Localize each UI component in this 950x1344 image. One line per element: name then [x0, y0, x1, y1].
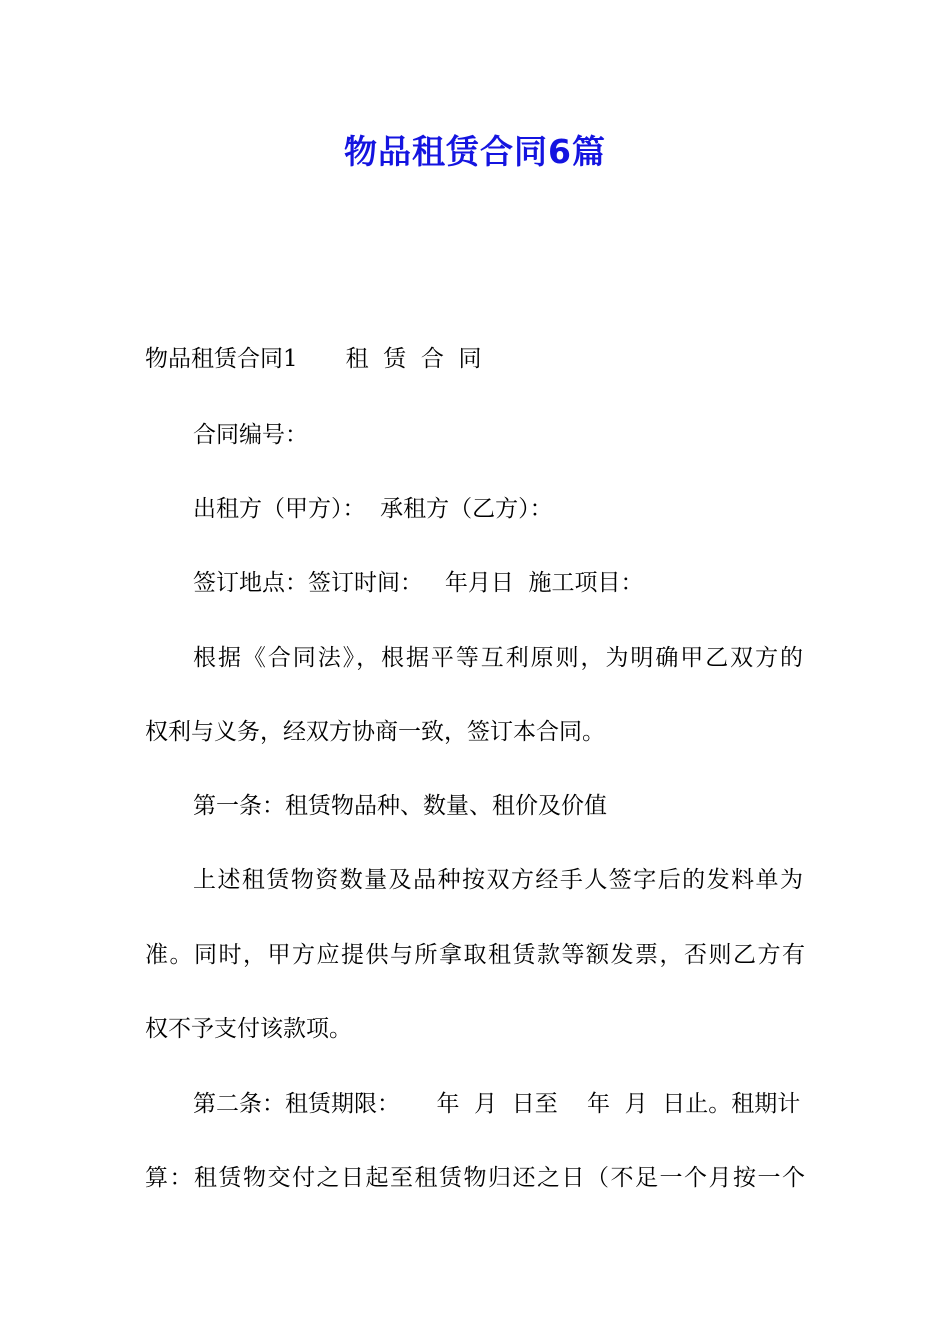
signing-info-line: 签订地点：签订时间： 年月日 施工项目： — [193, 570, 644, 596]
paragraph-line: 上述租赁物资数量及品种按双方经手人签字后的发料单为 — [193, 867, 803, 893]
document-title: 物品租赁合同6篇 — [344, 132, 606, 171]
paragraph-line: 算：租赁物交付之日起至租赁物归还之日（不足一个月按一个 — [145, 1165, 805, 1191]
parties-line: 出租方（甲方）： 承租方（乙方）： — [193, 496, 553, 522]
contract-number-label: 物品租赁合同1 — [145, 346, 298, 372]
contract-heading: 租 赁 合 同 — [345, 346, 482, 372]
contract-heading-line — [145, 343, 482, 375]
paragraph-line: 权利与义务，经双方协商一致，签订本合同。 — [145, 719, 605, 745]
paragraph-line: 权不予支付该款项。 — [145, 1016, 352, 1042]
article-2-heading: 第二条：租赁期限： 年 月 日至 年 月 日止。租期计 — [193, 1091, 801, 1117]
paragraph-line: 准。同时，甲方应提供与所拿取租赁款等额发票，否则乙方有 — [145, 942, 805, 968]
contract-id-line: 合同编号： — [193, 422, 308, 448]
article-1-heading: 第一条：租赁物品种、数量、租价及价值 — [193, 793, 607, 819]
paragraph-line: 根据《合同法》，根据平等互利原则，为明确甲乙双方的 — [193, 645, 803, 671]
